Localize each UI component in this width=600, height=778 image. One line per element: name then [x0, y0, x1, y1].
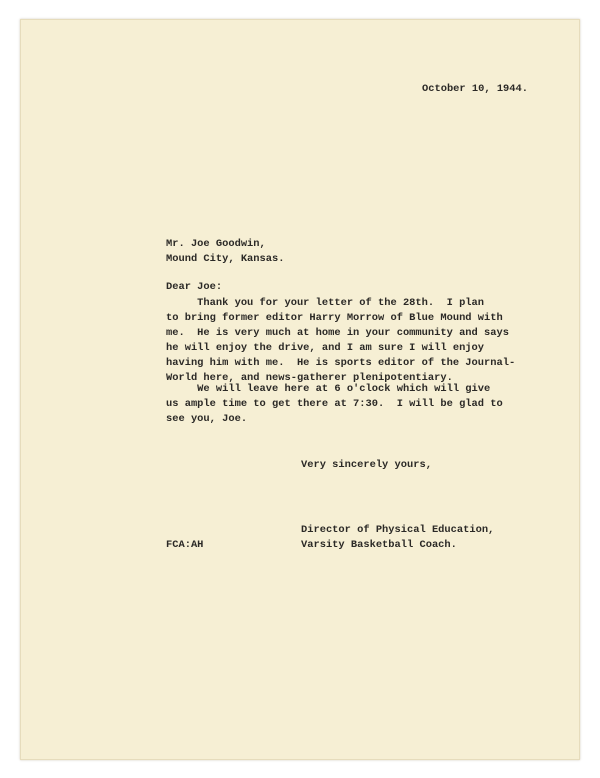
- paragraph-line: to bring former editor Harry Morrow of Blue Mound with: [166, 312, 503, 324]
- paragraph-line: us ample time to get there at 7:30. I will be glad to: [166, 398, 503, 410]
- signature-title-1: Director of Physical Education,: [301, 524, 495, 536]
- paragraph-line: he will enjoy the drive, and I am sure I will enjoy: [166, 342, 485, 354]
- paragraph-line: me. He is very much at home in your community and says: [166, 327, 509, 339]
- complimentary-close: Very sincerely yours,: [301, 459, 432, 471]
- recipient-location: Mound City, Kansas.: [166, 253, 285, 265]
- paragraph-line: We will leave here at 6 o'clock which will give: [166, 383, 491, 395]
- letter-date: October 10, 1944.: [422, 83, 529, 95]
- body-paragraph-1: [166, 296, 516, 386]
- paragraph-line: see you, Joe.: [166, 413, 248, 425]
- body-paragraph-2: [166, 382, 503, 427]
- recipient-name: Mr. Joe Goodwin,: [166, 238, 266, 250]
- signature-title-2: Varsity Basketball Coach.: [301, 539, 457, 551]
- paragraph-line: Thank you for your letter of the 28th. I plan: [166, 297, 485, 309]
- paragraph-line: World here, and news-gatherer plenipotentiary.: [166, 372, 453, 384]
- reference-initials: FCA:AH: [166, 539, 204, 551]
- paragraph-line: having him with me. He is sports editor of the Journal-: [166, 357, 516, 369]
- salutation: Dear Joe:: [166, 281, 223, 293]
